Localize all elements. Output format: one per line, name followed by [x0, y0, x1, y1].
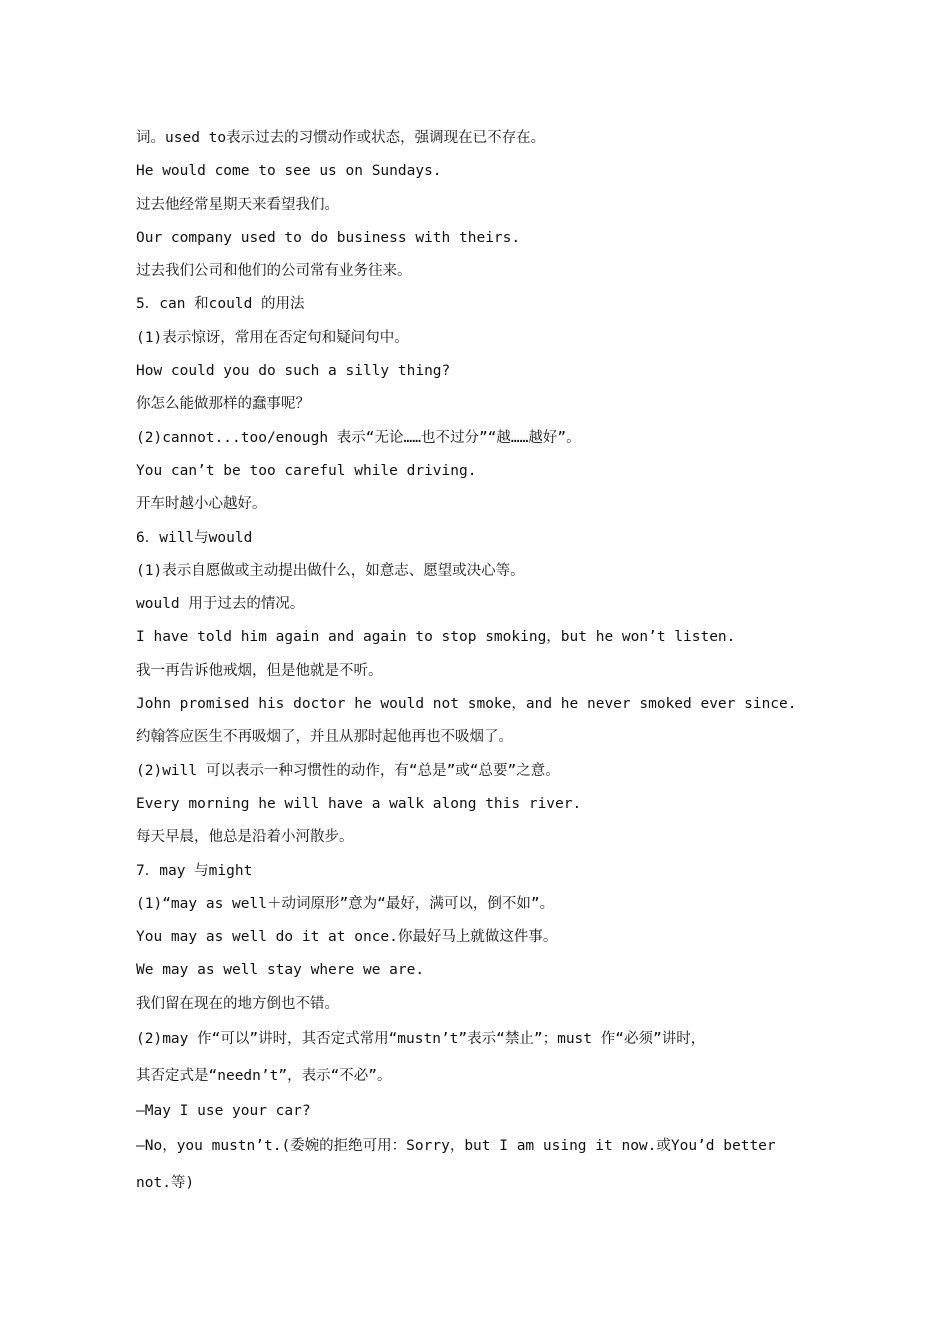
text-line: (2)will 可以表示一种习惯性的动作，有“总是”或“总要”之意。 [136, 762, 560, 779]
text-line: —May I use your car? [136, 1103, 311, 1120]
text-line: 词。used to表示过去的习惯动作或状态，强调现在已不存在。 [136, 130, 546, 146]
text-line: Every morning he will have a walk along this river. [136, 795, 582, 812]
text-line: He would come to see us on Sundays. [136, 163, 442, 180]
text-line: 过去我们公司和他们的公司常有业务往来。 [136, 263, 412, 280]
text-line: 我一再告诉他戒烟，但是他就是不听。 [136, 662, 383, 679]
text-line: 我们留在现在的地方倒也不错。 [136, 995, 339, 1012]
text-line: (2)cannot...too/enough 表示“无论……也不过分”“越……越好”。 [136, 429, 581, 446]
text-line: John promised his doctor he would not smoke，and he never smoked ever since. [136, 696, 797, 713]
text-line: You can’t be too careful while driving. [136, 462, 477, 479]
text-line: (1)表示自愿做或主动提出做什么，如意志、愿望或决心等。 [136, 562, 525, 579]
text-line: 开车时越小心越好。 [136, 496, 267, 513]
text-line: Our company used to do business with theirs. [136, 229, 521, 246]
text-line: You may as well do it at once.你最好马上就做这件事。 [136, 929, 558, 946]
section-heading: 7．may 与might [136, 862, 253, 879]
text-line: (1)“may as well＋动词原形”意为“最好，满可以，倒不如”。 [136, 895, 555, 912]
text-line: We may as well stay where we are. [136, 962, 425, 979]
document-body [136, 122, 836, 1202]
text-line: (1)表示惊讶，常用在否定句和疑问句中。 [136, 329, 409, 346]
text-line: 你怎么能做那样的蠢事呢？ [136, 396, 310, 413]
text-line: 约翰答应医生不再吸烟了，并且从那时起他再也不吸烟了。 [136, 729, 513, 746]
text-line: would 用于过去的情况。 [136, 596, 305, 613]
text-line: —No，you mustn’t.(委婉的拒绝可用：Sorry，but I am using it now.或You’d better [136, 1138, 776, 1155]
section-heading: 5．can 和could 的用法 [136, 296, 305, 313]
text-line: 过去他经常星期天来看望我们。 [136, 196, 339, 213]
text-line: 其否定式是“needn’t”，表示“不必”。 [136, 1068, 392, 1085]
text-line: I have told him again and again to stop smoking，but he won’t listen. [136, 629, 736, 646]
text-line: (2)may 作“可以”讲时，其否定式常用“mustn’t”表示“禁止”；must 作“必须”讲时， [136, 1031, 706, 1048]
section-heading: 6．will与would [136, 529, 253, 546]
text-line: not.等) [136, 1175, 195, 1192]
text-line: How could you do such a silly thing? [136, 363, 451, 380]
text-line: 每天早晨，他总是沿着小河散步。 [136, 829, 354, 846]
